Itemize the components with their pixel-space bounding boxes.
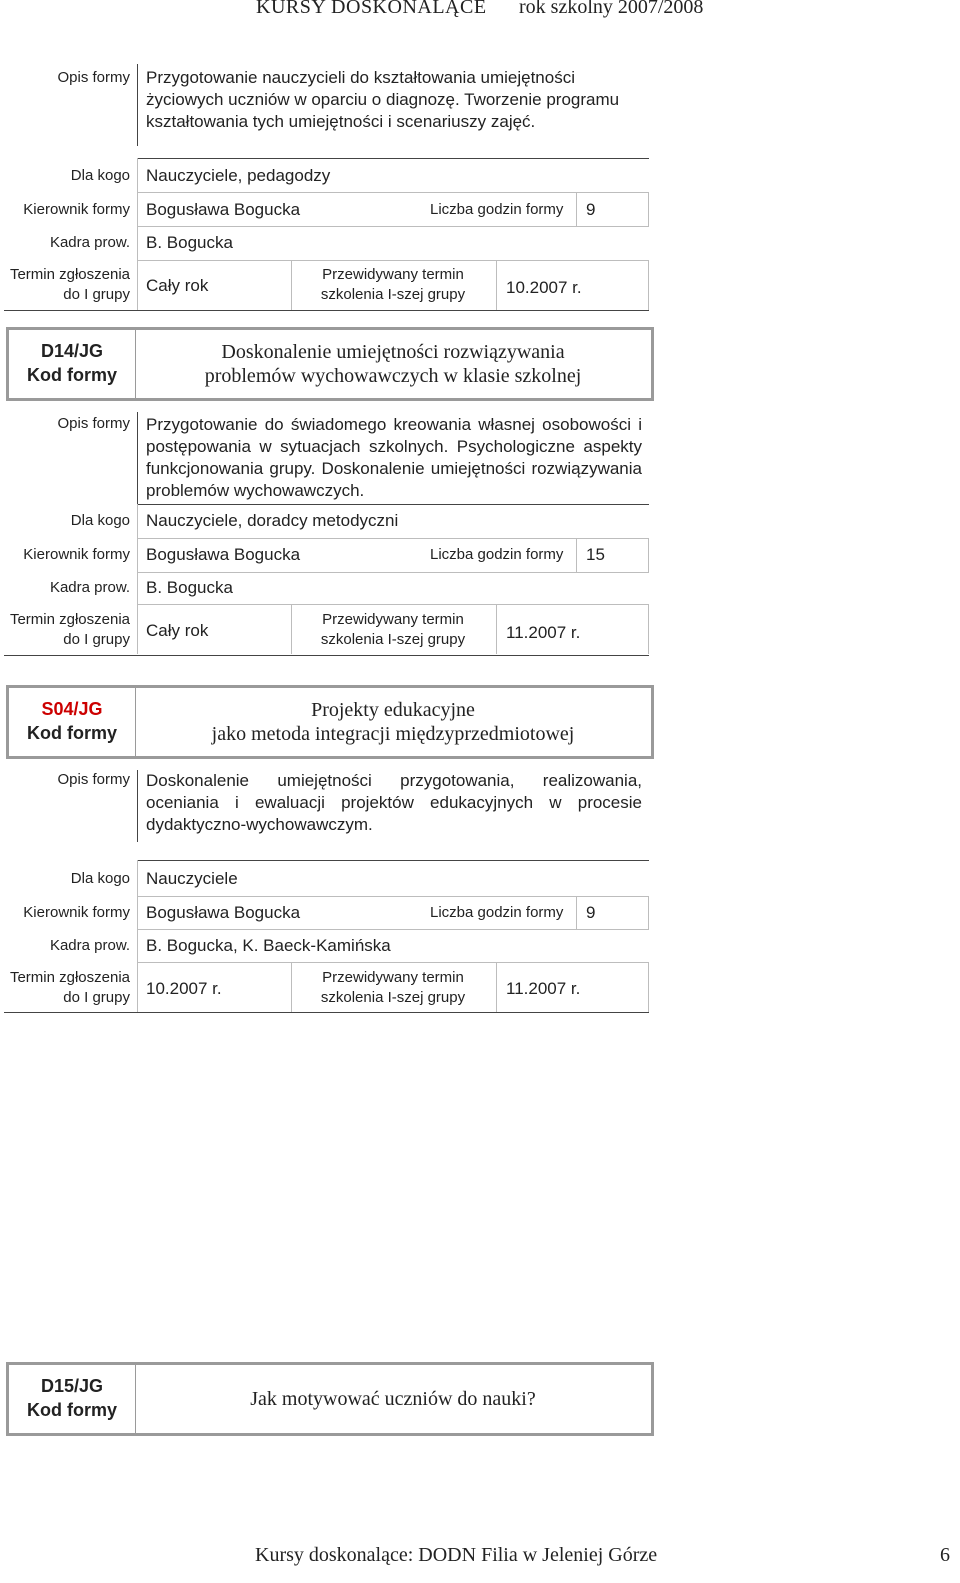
przew-value: 10.2007 r. [506,278,582,297]
header-left: KURSY DOSKONALĄCE [256,0,487,18]
label-liczba: Liczba godzin formy [430,904,564,921]
label-kadra: Kadra prow. [49,234,130,251]
dla-kogo-value: Nauczyciele, pedagodzy [146,166,331,185]
course-code: D14/JG [40,341,104,361]
course-title-line1: Doskonalenie umiejętności rozwiązywania [221,341,565,363]
termin-value: Cały rok [146,276,209,295]
code-label: Kod formy [27,1400,117,1420]
label-kierownik: Kierownik formy [23,904,130,921]
przew-label [300,610,486,650]
label-kierownik: Kierownik formy [23,201,130,218]
course-code: D15/JG [40,1376,104,1396]
label-kadra: Kadra prow. [49,579,130,596]
course-title-line2: problemów wychowawczych w klasie szkolnej [204,365,582,387]
liczba-value: 9 [586,903,596,922]
przew-label-line2: szkolenia I-szej grupy [320,631,466,648]
opis-text: Doskonalenie umiejętności przygotowania, realizowania, oceniania i ewaluacji projektów edukacyjnych w procesie dydaktyczno-wychowawczym. [146,771,642,834]
course-header-box [6,327,654,401]
label-kierownik: Kierownik formy [23,546,130,563]
course-title-line2: jako metoda integracji międzyprzedmiotowej [211,723,575,745]
course-title [135,330,651,398]
liczba-value: 15 [586,545,605,564]
label-dla-kogo: Dla kogo [70,870,130,887]
opis-text: Przygotowanie nauczycieli do kształtowania umiejętności życiowych uczniów w oparciu o diagnozę. Tworzenie programu kształtowania tych umiejętności i scenariuszy zajęć. [146,68,620,131]
label-termin [0,968,130,1008]
course-title [135,1365,651,1433]
label-liczba: Liczba godzin formy [430,201,564,218]
label-opis: Opis formy [57,771,130,788]
kadra-value: B. Bogucka [146,578,233,597]
label-opis: Opis formy [57,69,130,86]
termin-value: 10.2007 r. [146,979,222,998]
header-right: rok szkolny 2007/2008 [519,0,704,18]
label-termin-line1: Termin zgłoszenia [9,969,130,986]
dla-kogo-value: Nauczyciele, doradcy metodyczni [146,511,399,530]
label-termin [0,610,130,650]
label-termin-line2: do I grupy [63,286,130,303]
page-number: 6 [940,1544,950,1566]
termin-value: Cały rok [146,621,209,640]
course-title [135,688,651,756]
course-title-line1: Projekty edukacyjne [311,699,475,721]
label-termin-line2: do I grupy [63,989,130,1006]
przew-label-line2: szkolenia I-szej grupy [320,286,466,303]
code-cell [9,330,136,398]
label-termin-line1: Termin zgłoszenia [9,266,130,283]
code-cell [9,1365,136,1433]
code-label: Kod formy [27,365,117,385]
przew-label-line1: Przewidywany termin [322,969,464,986]
label-termin-line1: Termin zgłoszenia [9,611,130,628]
kadra-value: B. Bogucka, K. Baeck-Kamińska [146,936,391,955]
kierownik-value: Bogusława Bogucka [146,200,301,219]
label-dla-kogo: Dla kogo [70,167,130,184]
liczba-value: 9 [586,200,596,219]
code-label: Kod formy [27,723,117,743]
kadra-value: B. Bogucka [146,233,233,252]
label-liczba: Liczba godzin formy [430,546,564,563]
page-footer [0,1544,960,1574]
przew-value: 11.2007 r. [506,979,581,998]
przew-label-line2: szkolenia I-szej grupy [320,989,466,1006]
przew-value: 11.2007 r. [506,623,581,642]
label-kadra: Kadra prow. [49,937,130,954]
przew-label [300,265,486,305]
przew-label-line1: Przewidywany termin [322,266,464,283]
page-header [0,0,960,22]
przew-label-line1: Przewidywany termin [322,611,464,628]
course-header-box [6,1362,654,1436]
dla-kogo-value: Nauczyciele [146,869,238,888]
label-termin-line2: do I grupy [63,631,130,648]
label-termin [0,265,130,305]
course-title-line1: Jak motywować uczniów do nauki? [250,1388,536,1410]
course-header-box [6,685,654,759]
footer-text: Kursy doskonalące: DODN Filia w Jeleniej Górze [255,1544,658,1566]
label-opis: Opis formy [57,415,130,432]
przew-label [300,968,486,1008]
kierownik-value: Bogusława Bogucka [146,903,301,922]
code-cell [9,688,136,756]
label-dla-kogo: Dla kogo [70,512,130,529]
kierownik-value: Bogusława Bogucka [146,545,301,564]
course-code: S04/JG [41,699,103,719]
opis-text: Przygotowanie do świadomego kreowania własnej osobowości i postępowania w sytuacjach szkolnych. Psychologiczne aspekty funkcjonowania grupy. Doskonalenie umiejętności rozwiązywania problemów wychowawczych. [146,415,642,500]
